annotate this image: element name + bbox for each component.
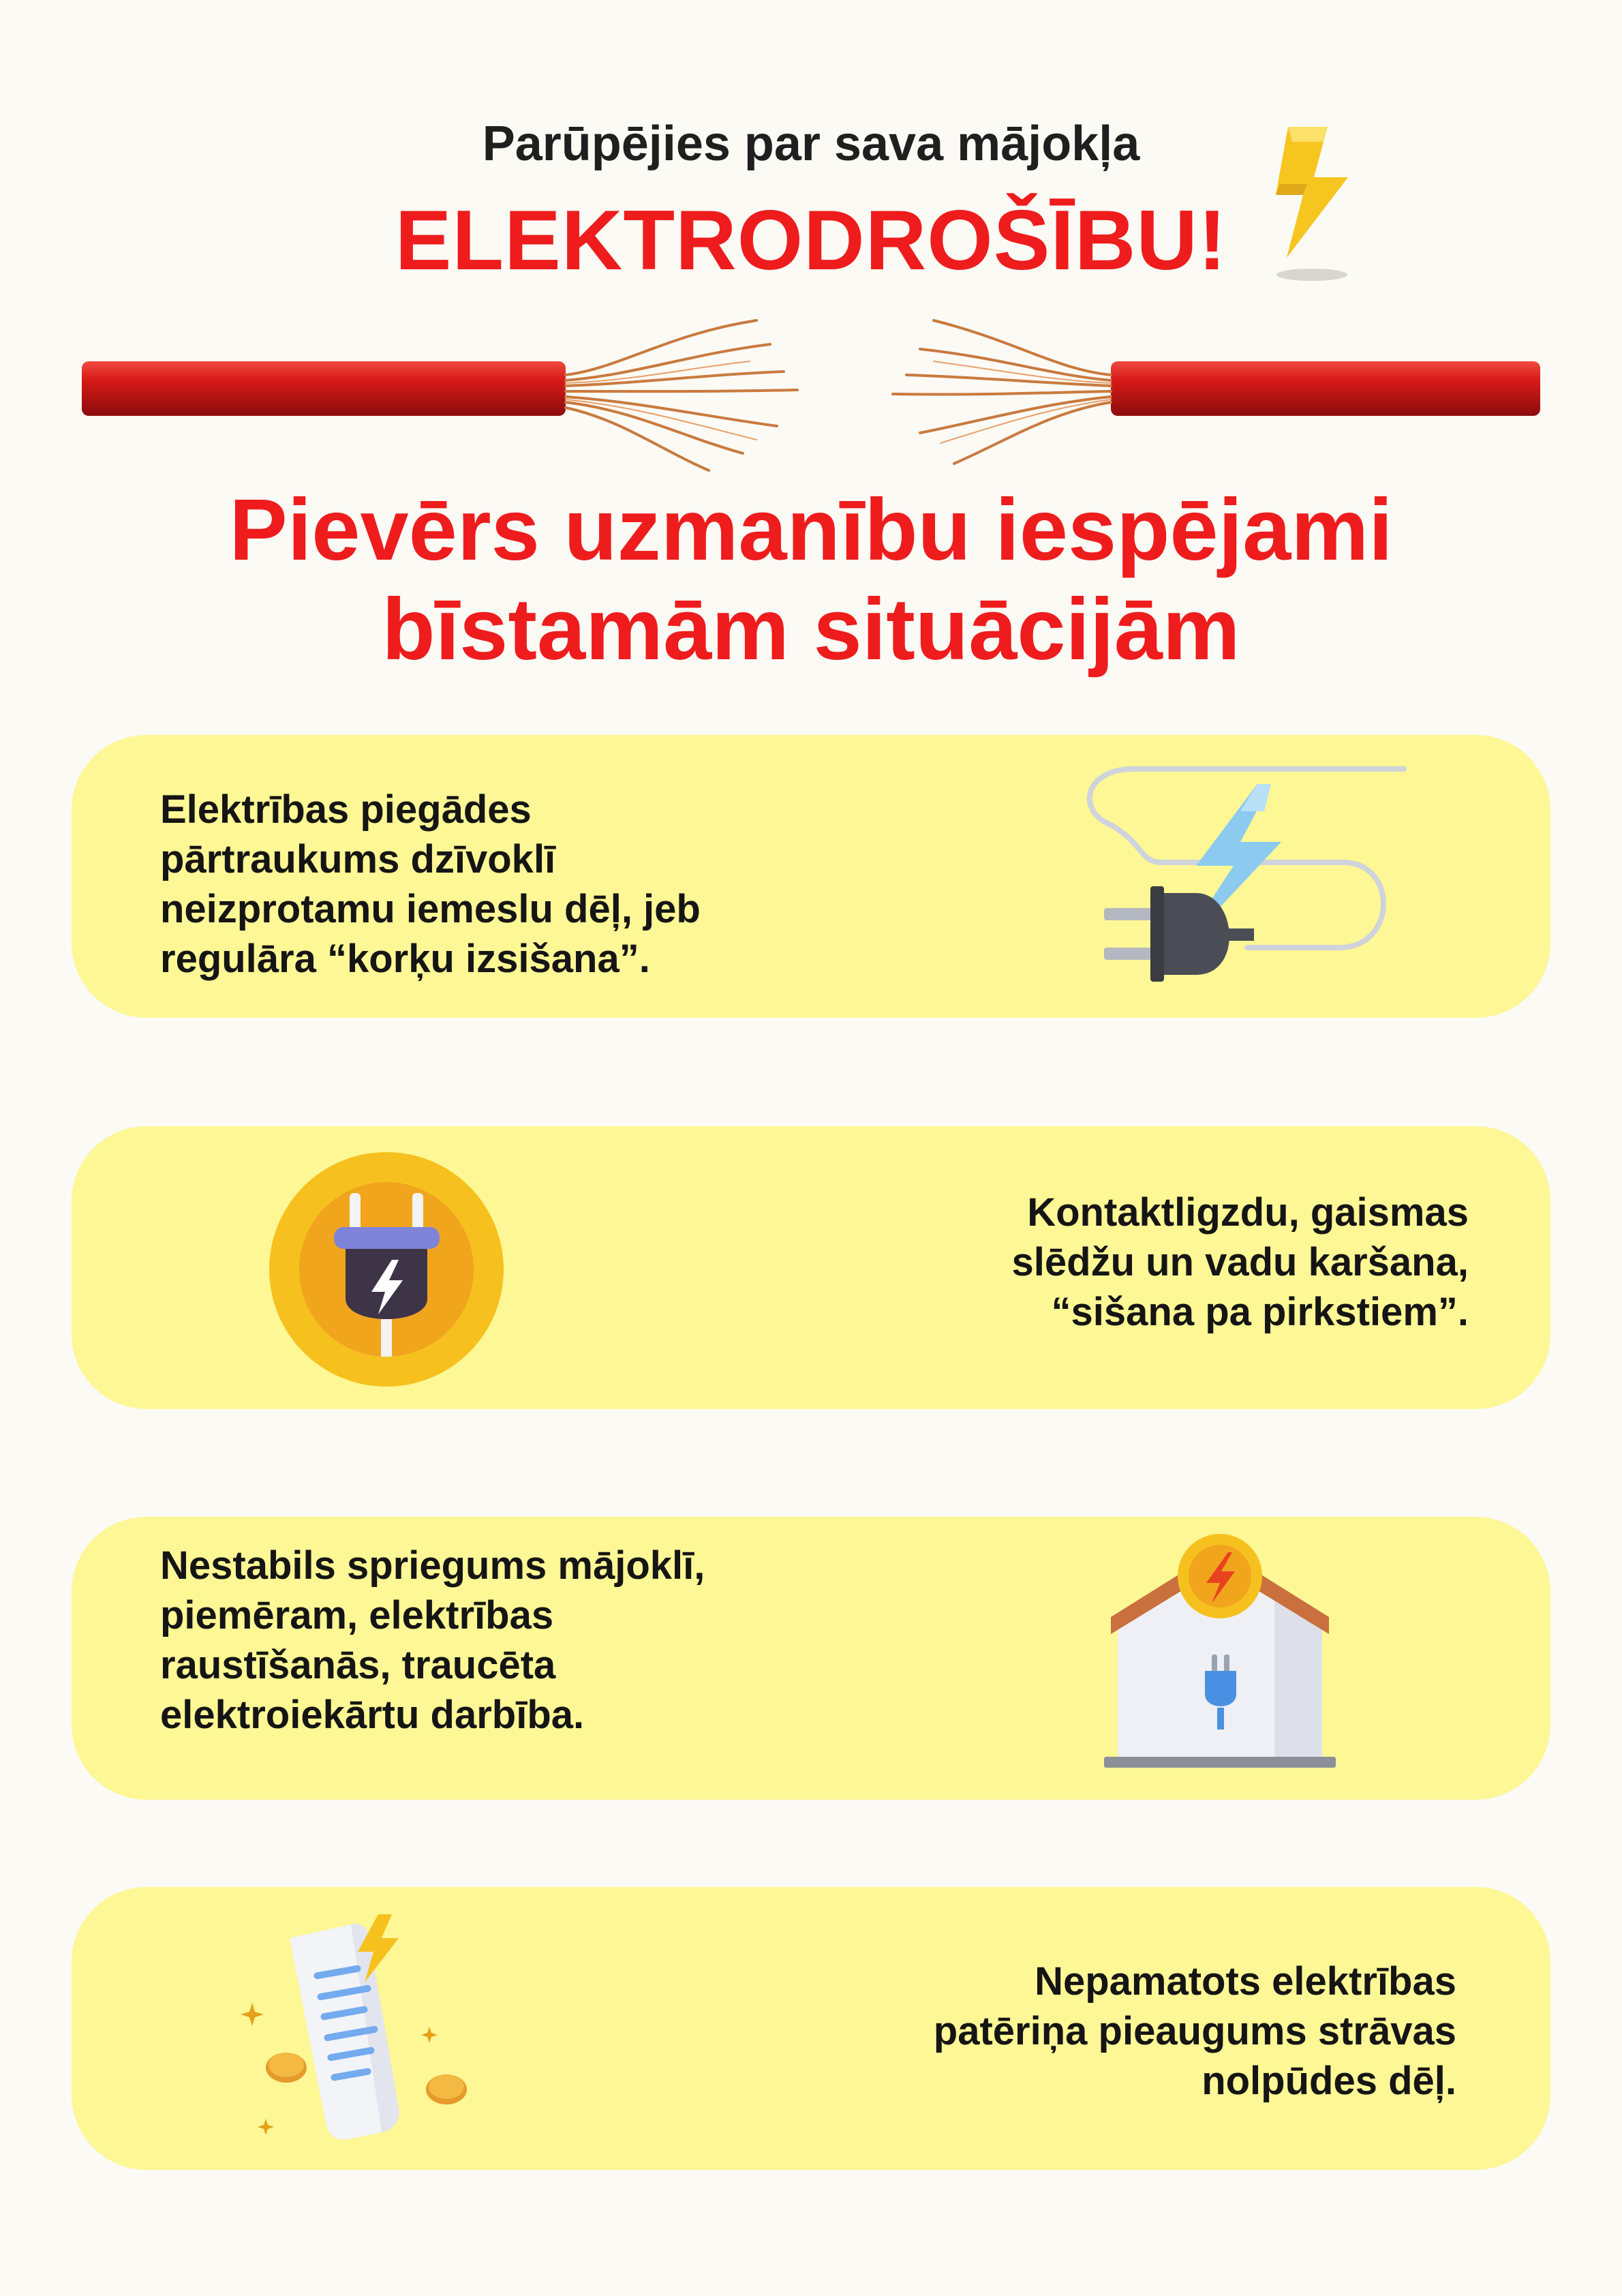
plug-circle-icon: [269, 1152, 504, 1387]
headline-line-2: bīstamām situācijām: [382, 581, 1240, 678]
hazard-card-text: Kontaktligzdu, gaismas slēdžu un vadu karšana, “sišana pa pirkstiem”.: [1011, 1190, 1469, 1334]
plug-lightning-icon: [1070, 750, 1424, 1002]
hazard-card-3: [72, 1517, 1550, 1800]
lightning-bolt-icon: [1261, 121, 1363, 285]
main-title: ELEKTRODROŠĪBU!: [395, 194, 1227, 288]
hazard-card-2: [72, 1126, 1550, 1409]
hazard-card-text: Nestabils spriegums mājoklī, piemēram, elektrības raustīšanās, traucēta elektroiekārtu darbība.: [160, 1543, 705, 1737]
headline-line-1: Pievērs uzmanību iespējami: [229, 481, 1393, 579]
headline: [0, 481, 1622, 680]
house-electricity-icon: [1104, 1532, 1336, 1770]
hazard-card-1: [72, 735, 1550, 1018]
subtitle: Parūpējies par sava mājokļa: [482, 117, 1140, 171]
electricity-bill-icon: [225, 1911, 484, 2149]
broken-wire-image: [75, 307, 1547, 477]
hazard-card-text: Nepamatots elektrības patēriņa pieaugums strāvas nolpūdes dēļ.: [933, 1959, 1456, 2103]
hazard-card-text: Elektrības piegādes pārtraukums dzīvoklī neizprotamu iemeslu dēļ, jeb regulāra “korķu izsišana”.: [160, 787, 701, 981]
hazard-card-4: [72, 1887, 1550, 2170]
